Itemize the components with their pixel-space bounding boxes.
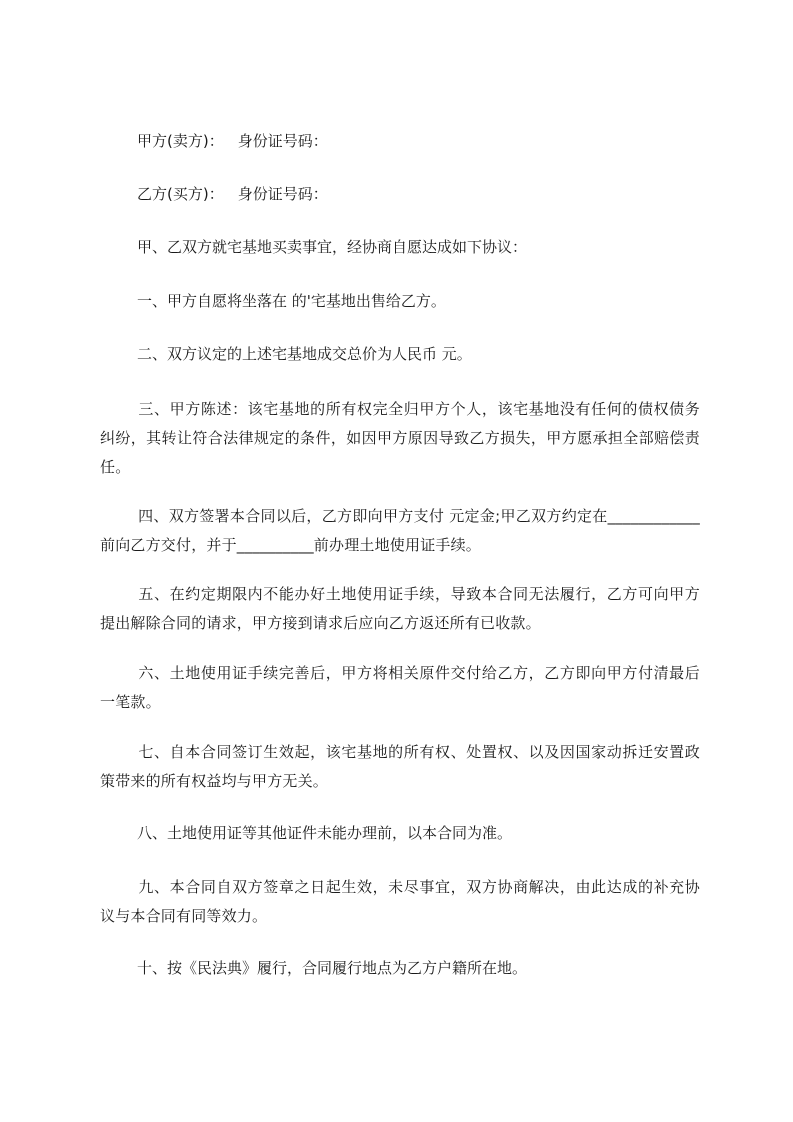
clause-5 [100, 580, 700, 638]
party-a-id-label: 身份证号码： [237, 132, 328, 150]
clause-6 [100, 659, 700, 717]
clause-4 [100, 502, 700, 560]
clause-1: 一、甲方自愿将坐落在 的'宅基地出售给乙方。 [137, 292, 446, 310]
clause-3-text: 三、甲方陈述：该宅基地的所有权完全归甲方个人，该宅基地没有任何的债权债务纠纷，其转让符合法律规定的条件，如因甲方原因导致乙方损失，甲方愿承担全部赔偿责任。 [100, 400, 700, 476]
clause-5-text: 五、在约定期限内不能办好土地使用证手续，导致本合同无法履行，乙方可向甲方提出解除合同的请求，甲方接到请求后应向乙方返还所有已收款。 [100, 585, 700, 632]
clause-2: 二、双方议定的上述宅基地成交总价为人民币 元。 [137, 345, 472, 363]
party-a-line [137, 131, 328, 151]
clause-10: 十、按《民法典》履行，合同履行地点为乙方户籍所在地。 [137, 959, 528, 977]
clause-3 [100, 395, 700, 482]
clause-7 [100, 738, 700, 796]
party-b-id-label: 身份证号码： [237, 185, 328, 203]
party-b-line [137, 184, 328, 204]
clause-9 [100, 873, 700, 931]
clause-8: 八、土地使用证等其他证件未能办理前，以本合同为准。 [137, 824, 513, 842]
clause-6-text: 六、土地使用证手续完善后，甲方将相关原件交付给乙方，乙方即向甲方付清最后一笔款。 [100, 664, 700, 711]
party-b-label: 乙方(买方)： [137, 185, 224, 203]
clause-9-text: 九、本合同自双方签章之日起生效，未尽事宜，双方协商解决，由此达成的补充协议与本合同有同等效力。 [100, 878, 700, 925]
intro-line: 甲、乙双方就宅基地买卖事宜，经协商自愿达成如下协议： [137, 238, 528, 256]
party-a-label: 甲方(卖方)： [137, 132, 224, 150]
clause-7-text: 七、自本合同签订生效起，该宅基地的所有权、处置权、以及因国家动拆迁安置政策带来的所有权益均与甲方无关。 [100, 743, 700, 790]
clause-4-text: 四、双方签署本合同以后，乙方即向甲方支付 元定金;甲乙双方约定在____________前向乙方交付，并于__________前办理土地使用证手续。 [100, 507, 700, 554]
